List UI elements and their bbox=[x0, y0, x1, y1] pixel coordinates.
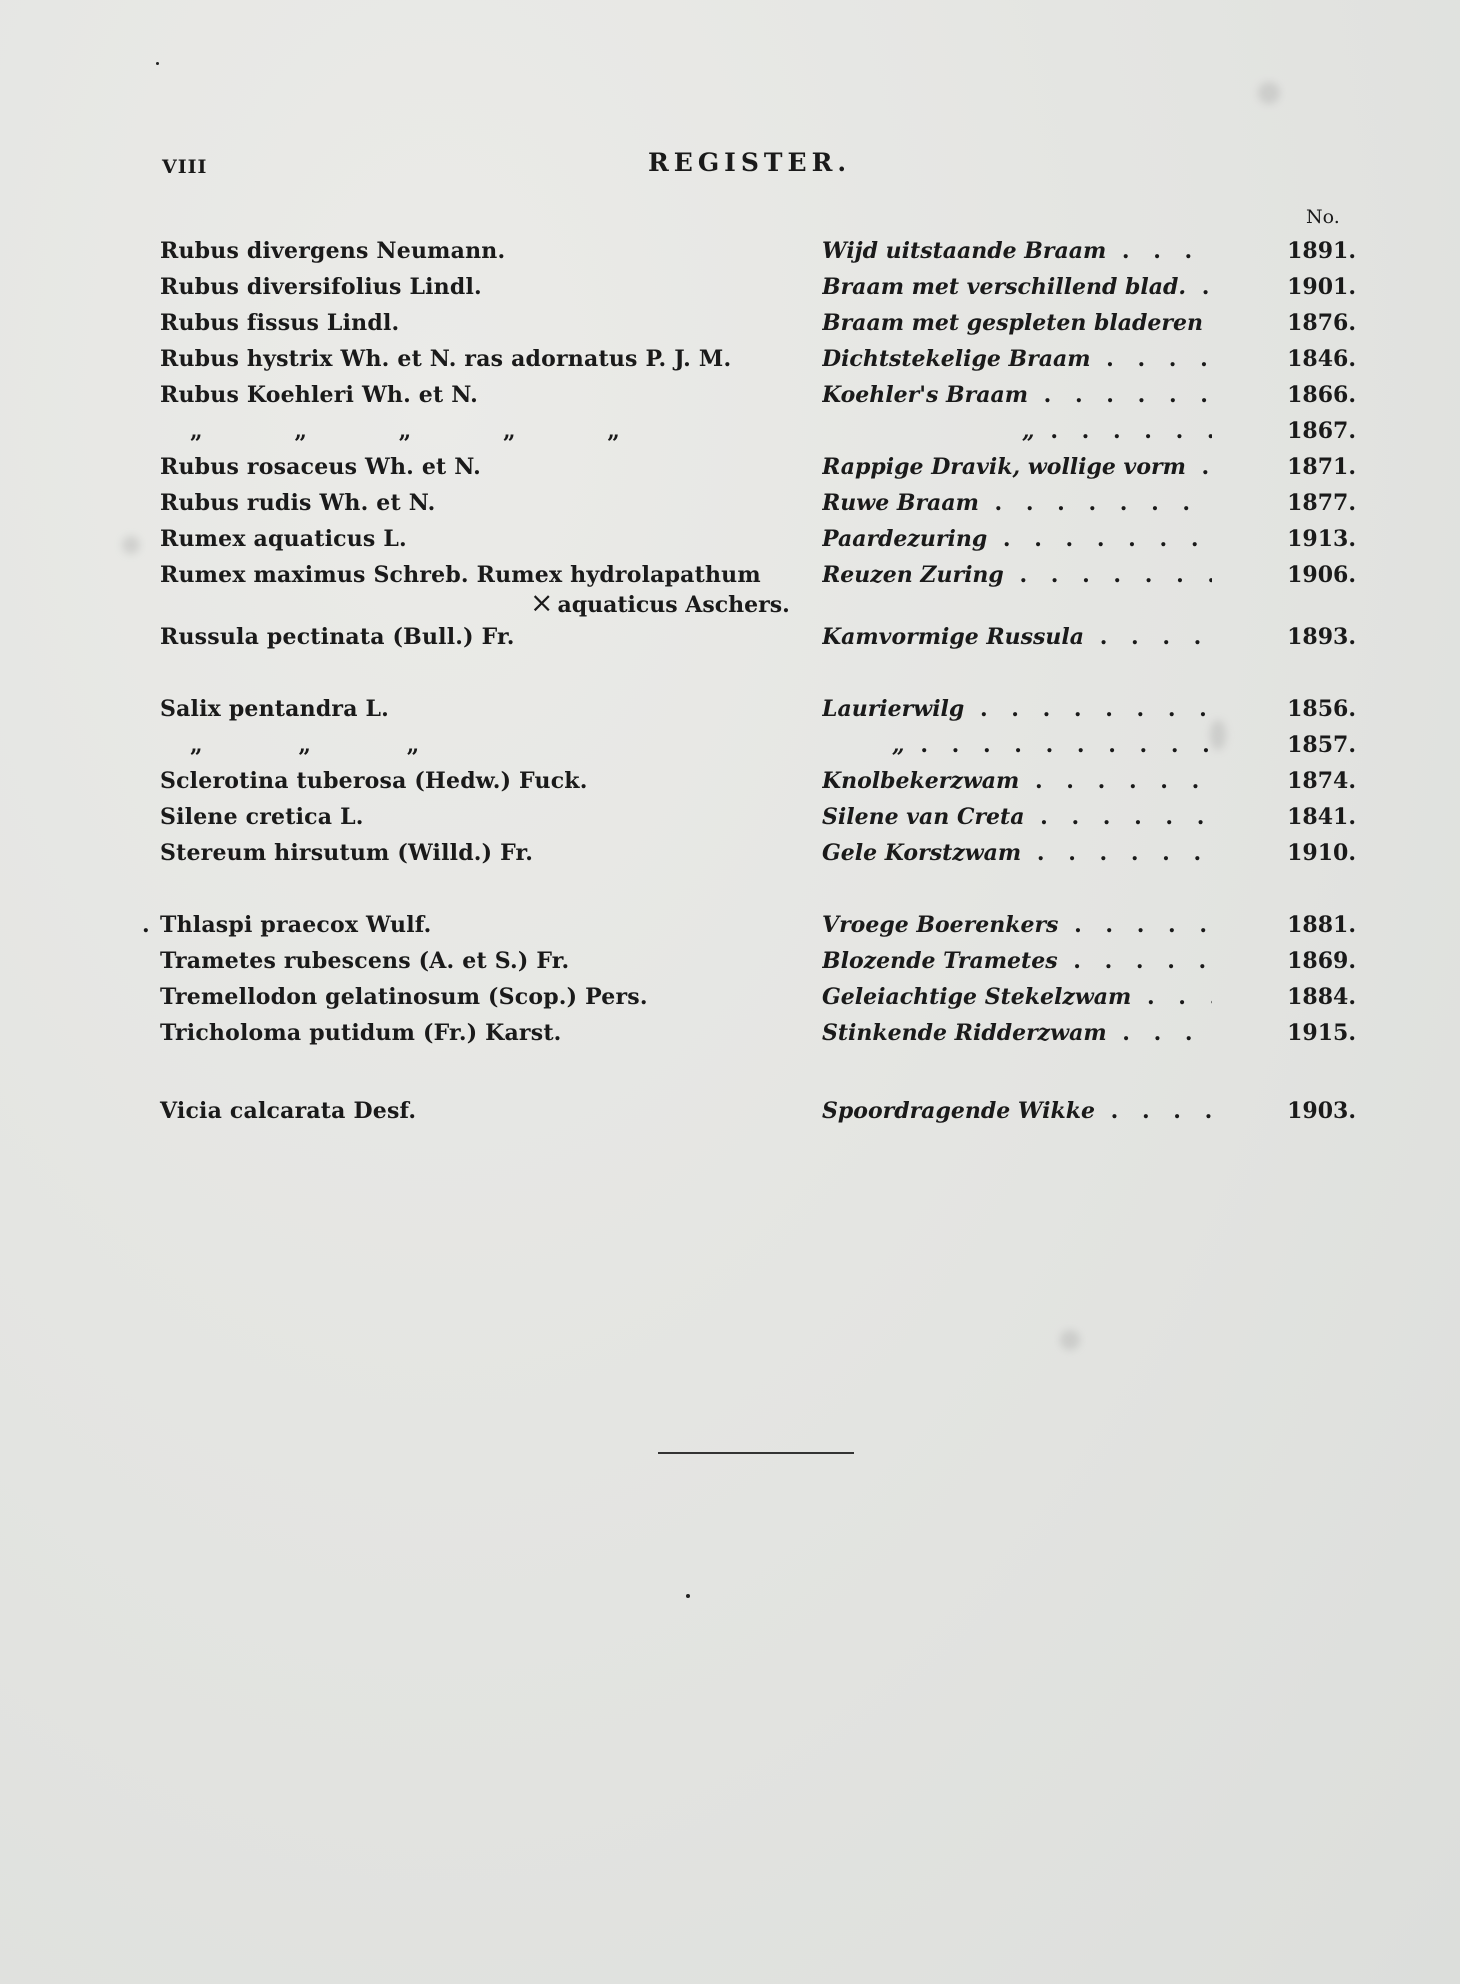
list-item bbox=[160, 270, 1356, 304]
latin-name: Rubus Koehleri Wh. et N. bbox=[160, 382, 478, 408]
latin-name: Rubus divergens Neumann. bbox=[160, 238, 506, 264]
list-item bbox=[160, 620, 1356, 654]
dutch-name: Rappige Dravik, wollige vorm . . . bbox=[822, 450, 1212, 484]
entry-number: 1874. bbox=[1287, 768, 1356, 794]
ditto-marks: „ „ „ „ „ bbox=[190, 418, 662, 444]
entry-number: 1856. bbox=[1287, 696, 1356, 722]
section-divider bbox=[658, 1452, 854, 1454]
list-item bbox=[160, 306, 1356, 340]
latin-name: Russula pectinata (Bull.) Fr. bbox=[160, 624, 515, 650]
ditto-marks: „ „ „ bbox=[190, 732, 464, 758]
entry-number: 1891. bbox=[1287, 238, 1356, 264]
list-item bbox=[160, 800, 1356, 834]
dutch-name: Koehler's Braam . . . bbox=[822, 378, 1212, 412]
entry-number: 1869. bbox=[1287, 948, 1356, 974]
entry-number: 1903. bbox=[1287, 1098, 1356, 1124]
dutch-name: Braam met gespleten bladeren . . . bbox=[822, 306, 1212, 340]
entry-number: 1857. bbox=[1287, 732, 1356, 758]
ditto-marks: „ . . . bbox=[822, 414, 1212, 448]
dutch-name: Vroege Boerenkers . . . bbox=[822, 908, 1212, 942]
latin-name-continuation bbox=[530, 586, 830, 620]
list-item bbox=[160, 378, 1356, 412]
latin-name: Rubus hystrix Wh. et N. ras adornatus P. J. M. bbox=[160, 346, 732, 372]
latin-name: Tremellodon gelatinosum (Scop.) Pers. bbox=[160, 984, 648, 1010]
latin-name: Stereum hirsutum (Willd.) Fr. bbox=[160, 840, 534, 866]
dutch-name: Gele Korstzwam . . . bbox=[822, 836, 1212, 870]
list-item bbox=[160, 342, 1356, 376]
entry-number: 1910. bbox=[1287, 840, 1356, 866]
list-item bbox=[160, 728, 1356, 762]
page-smudge bbox=[1060, 1330, 1080, 1350]
latin-name: Rumex aquaticus L. bbox=[160, 526, 407, 552]
entry-number: 1881. bbox=[1287, 912, 1356, 938]
latin-name: Rubus rosaceus Wh. et N. bbox=[160, 454, 482, 480]
list-item bbox=[160, 944, 1356, 978]
dutch-name: Dichtstekelige Braam . . . bbox=[822, 342, 1212, 376]
entry-number: 1893. bbox=[1287, 624, 1356, 650]
entry-number: 1901. bbox=[1287, 274, 1356, 300]
bullet-mark: . bbox=[142, 912, 150, 938]
entry-number: 1876. bbox=[1287, 310, 1356, 336]
entry-number: 1906. bbox=[1287, 562, 1356, 588]
page-smudge bbox=[122, 536, 140, 554]
page-smudge bbox=[1210, 720, 1226, 750]
dutch-name: Braam met verschillend blad. . . . bbox=[822, 270, 1212, 304]
latin-name: Thlaspi praecox Wulf. bbox=[160, 912, 432, 938]
dutch-name: Silene van Creta . . . bbox=[822, 800, 1212, 834]
entry-number: 1846. bbox=[1287, 346, 1356, 372]
cross-symbol: × bbox=[530, 586, 554, 619]
dutch-name: Kamvormige Russula . . . bbox=[822, 620, 1212, 654]
list-item bbox=[160, 414, 1356, 448]
dutch-name: Laurierwilg . . . bbox=[822, 692, 1212, 726]
entry-number: 1867. bbox=[1287, 418, 1356, 444]
latin-name: Rubus rudis Wh. et N. bbox=[160, 490, 436, 516]
dutch-name: Knolbekerzwam . . . bbox=[822, 764, 1212, 798]
list-item bbox=[160, 692, 1356, 726]
list-item bbox=[160, 234, 1356, 268]
dutch-name: Wijd uitstaande Braam . . . bbox=[822, 234, 1212, 268]
page-number: VIII bbox=[162, 156, 208, 178]
latin-name: Rubus diversifolius Lindl. bbox=[160, 274, 482, 300]
entry-number: 1841. bbox=[1287, 804, 1356, 830]
entry-number: 1913. bbox=[1287, 526, 1356, 552]
list-item bbox=[160, 836, 1356, 870]
entry-number: 1884. bbox=[1287, 984, 1356, 1010]
entry-number: 1877. bbox=[1287, 490, 1356, 516]
list-item bbox=[160, 450, 1356, 484]
latin-name: Silene cretica L. bbox=[160, 804, 364, 830]
continuation-text: aquaticus Aschers. bbox=[557, 592, 790, 618]
dutch-name: Ruwe Braam . . . bbox=[822, 486, 1212, 520]
dutch-name: Stinkende Ridderzwam . . . bbox=[822, 1016, 1212, 1050]
dutch-name: Geleiachtige Stekelzwam . . . bbox=[822, 980, 1212, 1014]
number-column-header: No. bbox=[1306, 206, 1340, 228]
latin-name: Vicia calcarata Desf. bbox=[160, 1098, 417, 1124]
list-item bbox=[160, 764, 1356, 798]
list-item bbox=[160, 1094, 1356, 1128]
page-smudge bbox=[1258, 82, 1280, 104]
dutch-name: Paardezuring . . . bbox=[822, 522, 1212, 556]
list-item bbox=[160, 486, 1356, 520]
list-item bbox=[160, 1016, 1356, 1050]
dutch-name: Spoordragende Wikke . . . bbox=[822, 1094, 1212, 1128]
dutch-name: Reuzen Zuring . . . bbox=[822, 558, 1212, 592]
list-item bbox=[160, 522, 1356, 556]
latin-name: Trametes rubescens (A. et S.) Fr. bbox=[160, 948, 570, 974]
ink-speck bbox=[686, 1594, 690, 1598]
ditto-marks: „ . . . bbox=[822, 728, 1212, 762]
latin-name: Salix pentandra L. bbox=[160, 696, 390, 722]
latin-name: Rubus fissus Lindl. bbox=[160, 310, 400, 336]
page-title: REGISTER. bbox=[648, 148, 852, 177]
entry-number: 1871. bbox=[1287, 454, 1356, 480]
dutch-name: Blozende Trametes . . . bbox=[822, 944, 1212, 978]
ink-speck bbox=[156, 62, 159, 65]
entry-number: 1866. bbox=[1287, 382, 1356, 408]
entry-number: 1915. bbox=[1287, 1020, 1356, 1046]
list-item bbox=[142, 908, 1356, 942]
latin-name: Rumex maximus Schreb. Rumex hydrolapathum bbox=[160, 562, 761, 588]
latin-name: Sclerotina tuberosa (Hedw.) Fuck. bbox=[160, 768, 588, 794]
list-item bbox=[160, 980, 1356, 1014]
latin-name: Tricholoma putidum (Fr.) Karst. bbox=[160, 1020, 562, 1046]
